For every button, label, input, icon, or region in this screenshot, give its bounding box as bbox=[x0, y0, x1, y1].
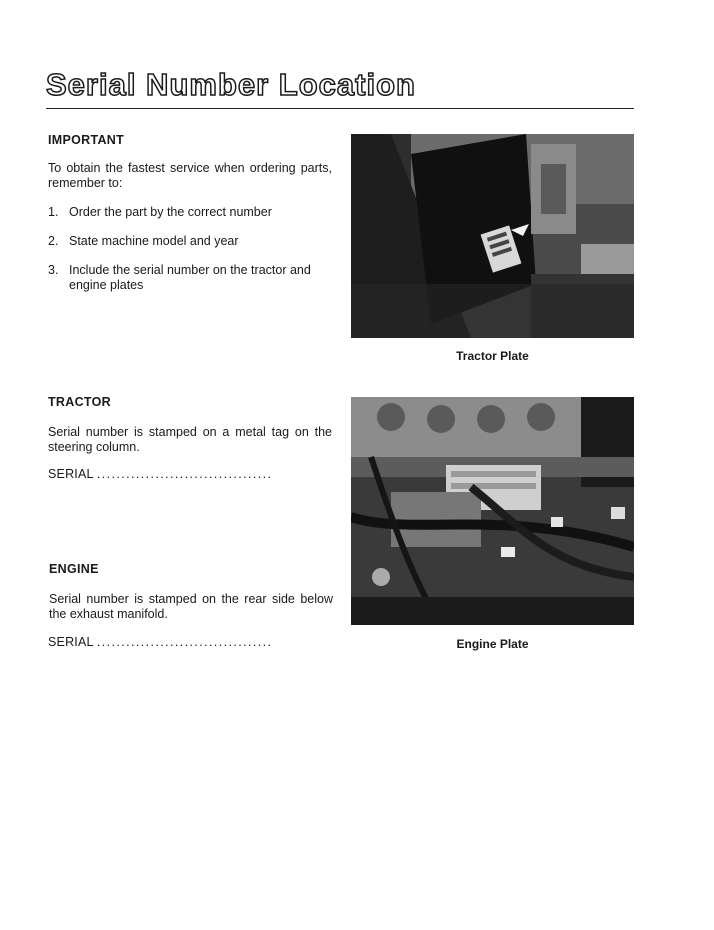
tractor-text: Serial number is stamped on a metal tag on the steering column. bbox=[48, 425, 332, 454]
list-item-text: Include the serial number on the tractor and engine plates bbox=[69, 263, 311, 292]
page-title: Serial Number Location bbox=[46, 67, 416, 102]
tractor-serial-dots: .................................... bbox=[96, 467, 273, 481]
engine-text: Serial number is stamped on the rear side below the exhaust manifold. bbox=[49, 592, 333, 621]
engine-serial-dots: .................................... bbox=[96, 635, 273, 649]
engine-serial-line bbox=[48, 635, 272, 649]
tractor-plate-caption: Tractor Plate bbox=[456, 349, 529, 363]
tractor-heading: TRACTOR bbox=[48, 395, 111, 409]
title-rule bbox=[46, 108, 634, 109]
important-heading: IMPORTANT bbox=[48, 133, 125, 147]
important-intro: To obtain the fastest service when ordering parts, remember to: bbox=[48, 161, 332, 190]
list-item-text: State machine model and year bbox=[69, 234, 239, 248]
engine-heading: ENGINE bbox=[49, 562, 99, 576]
list-item-number: 2. bbox=[48, 234, 59, 248]
engine-serial-label: SERIAL bbox=[48, 635, 94, 649]
tractor-plate-photo bbox=[351, 134, 634, 338]
tractor-serial-label: SERIAL bbox=[48, 467, 94, 481]
list-item-text: Order the part by the correct number bbox=[69, 205, 272, 219]
tractor-serial-line bbox=[48, 467, 272, 481]
list-item-number: 3. bbox=[48, 263, 59, 277]
engine-plate-photo bbox=[351, 397, 634, 625]
engine-plate-caption: Engine Plate bbox=[456, 637, 529, 651]
list-item-number: 1. bbox=[48, 205, 59, 219]
